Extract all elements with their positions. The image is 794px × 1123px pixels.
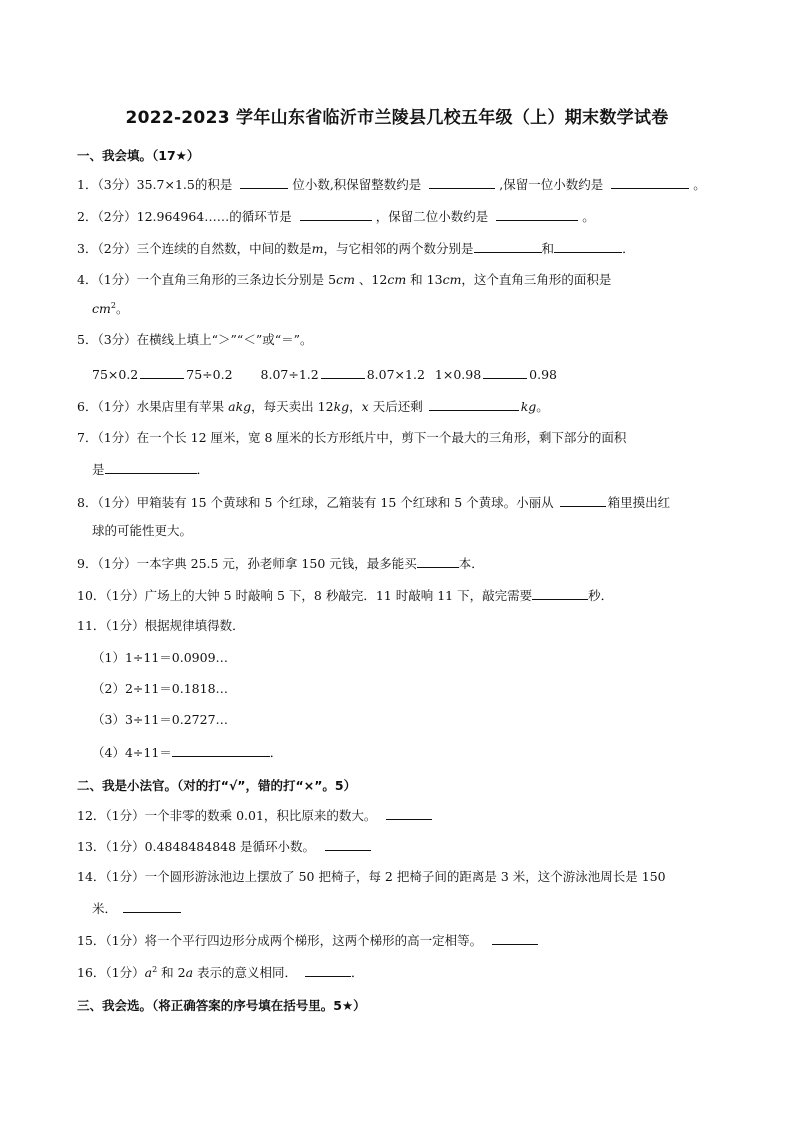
answer-blank[interactable] — [305, 964, 351, 977]
answer-blank[interactable] — [386, 807, 432, 820]
answer-blank[interactable] — [123, 900, 181, 913]
answer-blank[interactable] — [474, 240, 542, 253]
section-2-heading: 二、我是小法官。（对的打“√”，错的打“×”。5） — [77, 778, 357, 793]
answer-blank[interactable] — [611, 176, 689, 189]
question-11-row-4: （4）4÷11＝ ． — [92, 745, 283, 760]
question-6: 6．（1分）水果店里有苹果 akg，每天卖出 12kg，x 天后还剩 kg。 — [77, 399, 549, 414]
answer-blank[interactable] — [172, 744, 270, 757]
answer-blank[interactable] — [532, 587, 588, 600]
question-7: 7．（1分）在一个长 12 厘米，宽 8 厘米的长方形纸片中，剪下一个最大的三角形，剩下部分的面积 — [77, 430, 627, 445]
question-11-row-1: （1）1÷11＝0.0909… — [92, 650, 229, 665]
question-12: 12．（1分）一个非零的数乘 0.01，积比原来的数大。 — [77, 807, 432, 824]
question-4-cont: $cm^2$。 — [92, 300, 129, 316]
question-11: 11．（1分）根据规律填得数． — [77, 618, 245, 633]
answer-blank[interactable] — [417, 555, 459, 568]
answer-blank[interactable] — [554, 240, 622, 253]
answer-blank[interactable] — [496, 208, 578, 221]
question-14: 14．（1分）一个圆形游泳池边上摆放了 50 把椅子，每 2 把椅子间的距离是 3 米，这个游泳池周长是 150 — [77, 869, 666, 884]
answer-blank[interactable] — [240, 176, 288, 189]
section-3-heading: 三、我会选。（将正确答案的序号填在括号里。5★） — [77, 998, 366, 1013]
answer-blank[interactable] — [300, 208, 372, 221]
question-11-row-3: （3）3÷11＝0.2727… — [92, 712, 229, 727]
page-title: 2022-2023 学年山东省临沂市兰陵县几校五年级（上）期末数学试卷 — [125, 108, 669, 128]
question-16: 16．（1分）$a^2$ 和 2a 表示的意义相同． ． — [77, 964, 364, 980]
question-14-cont: 米． — [92, 900, 181, 917]
answer-blank[interactable] — [429, 176, 495, 189]
answer-blank[interactable] — [140, 366, 184, 379]
question-8-cont: 球的可能性更大。 — [92, 523, 193, 538]
question-9: 9．（1分）一本字典 25.5 元，孙老师拿 150 元钱，最多能买 本． — [77, 556, 484, 571]
answer-blank[interactable] — [560, 494, 606, 507]
answer-blank[interactable] — [105, 461, 197, 474]
question-15: 15．（1分）将一个平行四边形分成两个梯形，这两个梯形的高一定相等。 — [77, 932, 538, 949]
answer-blank[interactable] — [492, 932, 538, 945]
answer-blank[interactable] — [483, 366, 527, 379]
question-1: 1．（3分）35.7×1.5的积是 位小数,积保留整数约是 ,保留一位小数约是 。 — [77, 177, 706, 192]
question-7-cont: 是 ． — [92, 462, 210, 477]
question-11-row-2: （2）2÷11＝0.1818… — [92, 681, 229, 696]
answer-blank[interactable] — [321, 366, 365, 379]
question-4: 4．（1分）一个直角三角形的三条边长分别是 5cm 、12cm 和 13cm，这个直角三角形的面积是 — [77, 272, 612, 287]
question-8: 8．（1分）甲箱装有 15 个黄球和 5 个红球，乙箱装有 15 个红球和 5 个黄球。小丽从 箱里摸出红 — [77, 495, 671, 510]
question-2: 2．（2分）12.964964……的循环节是 ，保留二位小数约是 。 — [77, 209, 595, 224]
question-10: 10．（1分）广场上的大钟 5 时敲响 5 下，8 秒敲完．11 时敲响 11 下，敲完需要 秒． — [77, 588, 614, 603]
question-3: 3．（2分）三个连续的自然数，中间的数是m，与它相邻的两个数分别是 和 ． — [77, 241, 635, 256]
section-1-heading: 一、我会填。（17★） — [77, 148, 200, 163]
answer-blank[interactable] — [325, 838, 371, 851]
question-13: 13．（1分）0.4848484848 是循环小数。 — [77, 838, 371, 855]
answer-blank[interactable] — [429, 398, 519, 411]
question-5: 5．（3分）在横线上填上“＞”“＜”或“＝”。 — [77, 332, 313, 347]
question-5-comparisons: 75×0.2 75÷0.2 8.07÷1.2 8.07×1.2 1×0.98 0.98 — [92, 367, 558, 382]
